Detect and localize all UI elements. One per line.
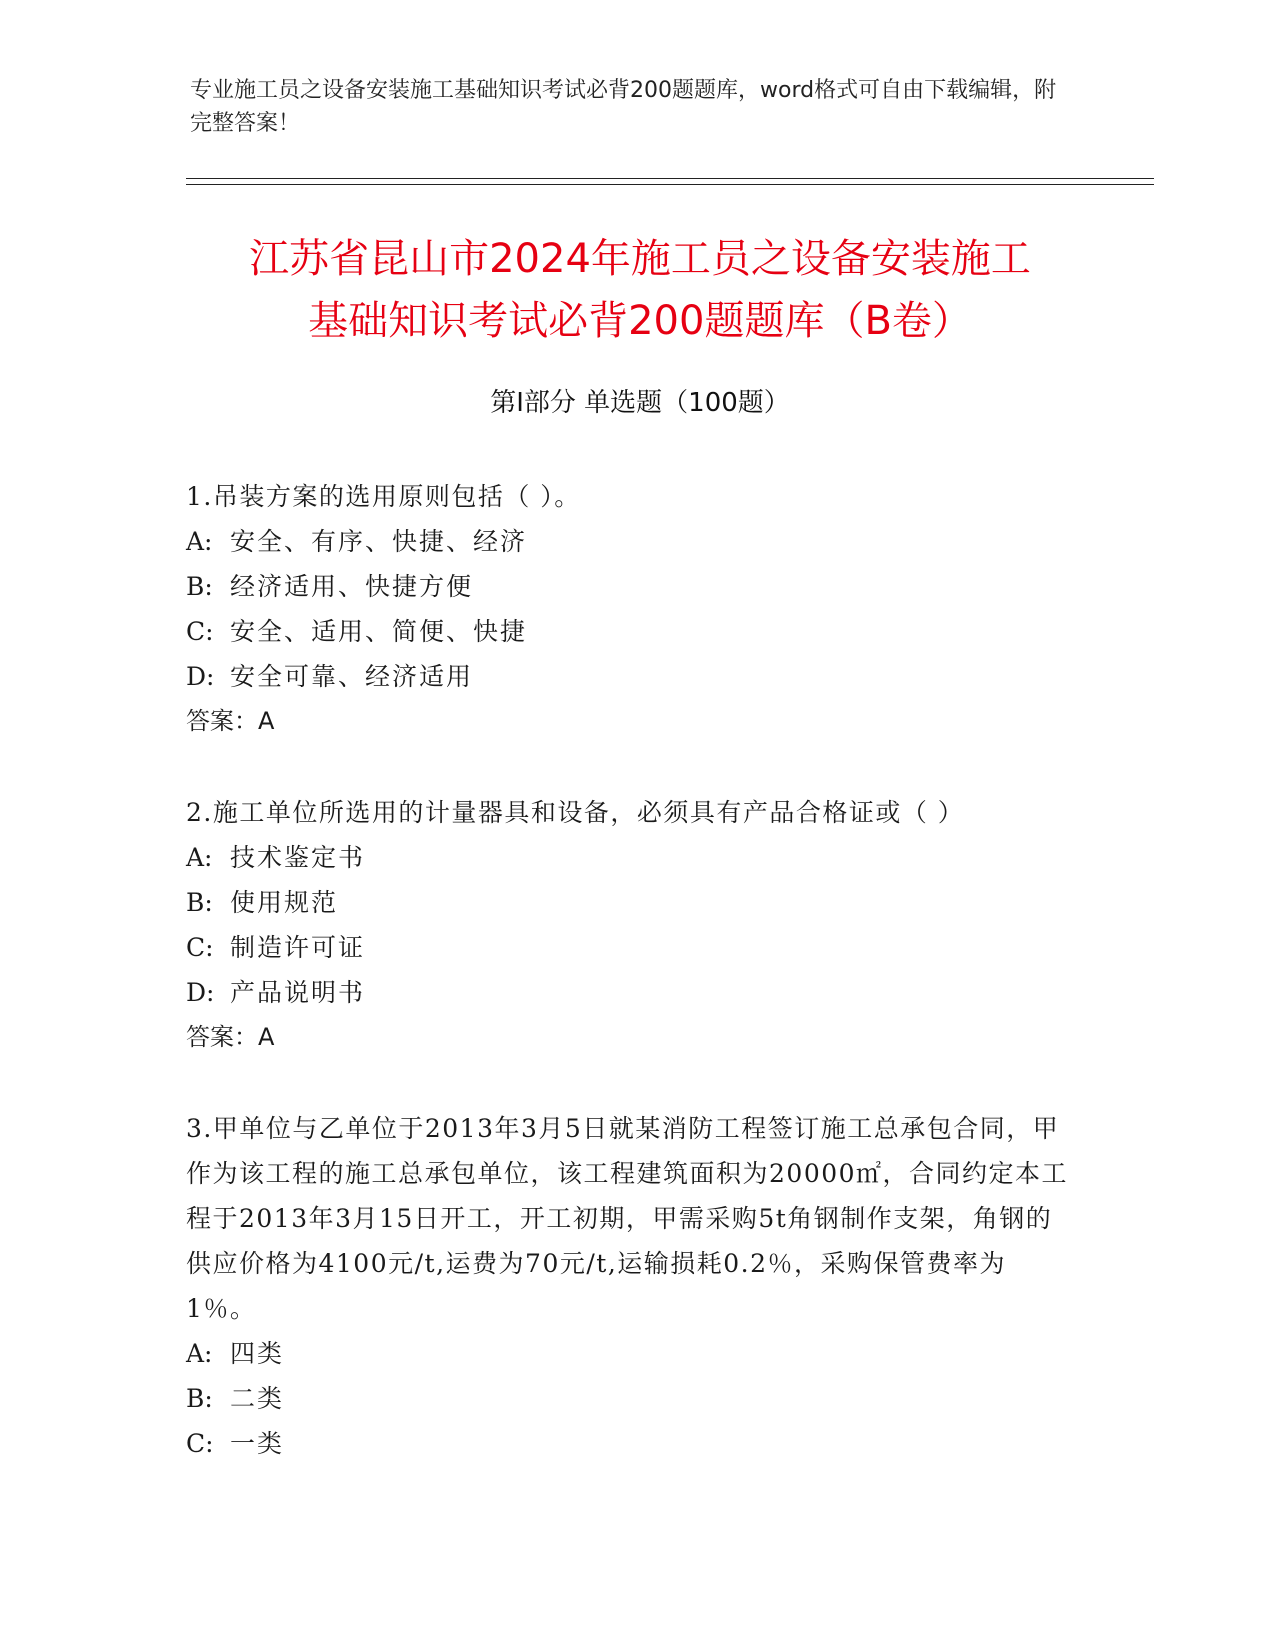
option-letter: D: — [186, 662, 215, 691]
option-text: 安全可靠、经济适用 — [230, 662, 474, 691]
option-text: 使用规范 — [230, 888, 339, 917]
option-letter: C: — [186, 1429, 214, 1458]
option-a — [186, 835, 1076, 880]
option-a — [186, 1331, 1076, 1376]
title-line-2: 基础知识考试必背200题题库（B卷） — [308, 298, 972, 344]
option-letter: C: — [186, 617, 214, 646]
option-letter: A: — [186, 843, 213, 872]
option-c — [186, 925, 1076, 970]
option-c — [186, 1421, 1076, 1466]
option-letter: A: — [186, 527, 213, 556]
option-b — [186, 880, 1076, 925]
section-heading: 第Ⅰ部分 单选题（100题） — [490, 388, 790, 418]
question-stem: 1.吊装方案的选用原则包括（ ）。 — [186, 482, 581, 511]
option-b — [186, 564, 1076, 609]
option-letter: A: — [186, 1339, 213, 1368]
option-letter: C: — [186, 933, 214, 962]
option-letter: B: — [186, 1384, 213, 1413]
header-rule-top — [186, 178, 1154, 179]
option-text: 四类 — [230, 1339, 285, 1368]
question-list — [186, 474, 1076, 1512]
option-text: 一类 — [230, 1429, 285, 1458]
question-stem: 3.甲单位与乙单位于2013年3月5日就某消防工程签订施工总承包合同，甲作为该工程的施工总承包单位，该工程建筑面积为20000㎡，合同约定本工程于2013年3月15日开工，开工初期，甲需采购5t角钢制作支架，角钢的供应价格为4100元/t,运费为70元/t,运输损耗0.2％，采购保管费率为1％。 — [186, 1114, 1069, 1323]
option-letter: D: — [186, 978, 215, 1007]
option-text: 制造许可证 — [230, 933, 366, 962]
option-letter: B: — [186, 572, 213, 601]
document-title — [140, 228, 1140, 352]
option-text: 安全、有序、快捷、经济 — [230, 527, 528, 556]
title-line-1: 江苏省昆山市2024年施工员之设备安装施工 — [249, 236, 1031, 282]
option-b — [186, 1376, 1076, 1421]
option-c — [186, 609, 1076, 654]
answer-line: 答案：A — [186, 1023, 275, 1051]
option-text: 技术鉴定书 — [230, 843, 366, 872]
option-letter: B: — [186, 888, 213, 917]
question-3 — [186, 1106, 1076, 1466]
option-text: 产品说明书 — [230, 978, 366, 1007]
question-1 — [186, 474, 1076, 744]
question-2 — [186, 790, 1076, 1060]
option-d — [186, 654, 1076, 699]
header-rule-bottom — [186, 184, 1154, 185]
option-d — [186, 970, 1076, 1015]
option-text: 安全、适用、简便、快捷 — [230, 617, 528, 646]
option-text: 二类 — [230, 1384, 285, 1413]
header-note: 专业施工员之设备安装施工基础知识考试必背200题题库，word格式可自由下载编辑，附完整答案！ — [190, 78, 1057, 136]
option-text: 经济适用、快捷方便 — [230, 572, 474, 601]
question-stem: 2.施工单位所选用的计量器具和设备，必须具有产品合格证或（ ） — [186, 798, 965, 827]
answer-line: 答案：A — [186, 707, 275, 735]
option-a — [186, 519, 1076, 564]
